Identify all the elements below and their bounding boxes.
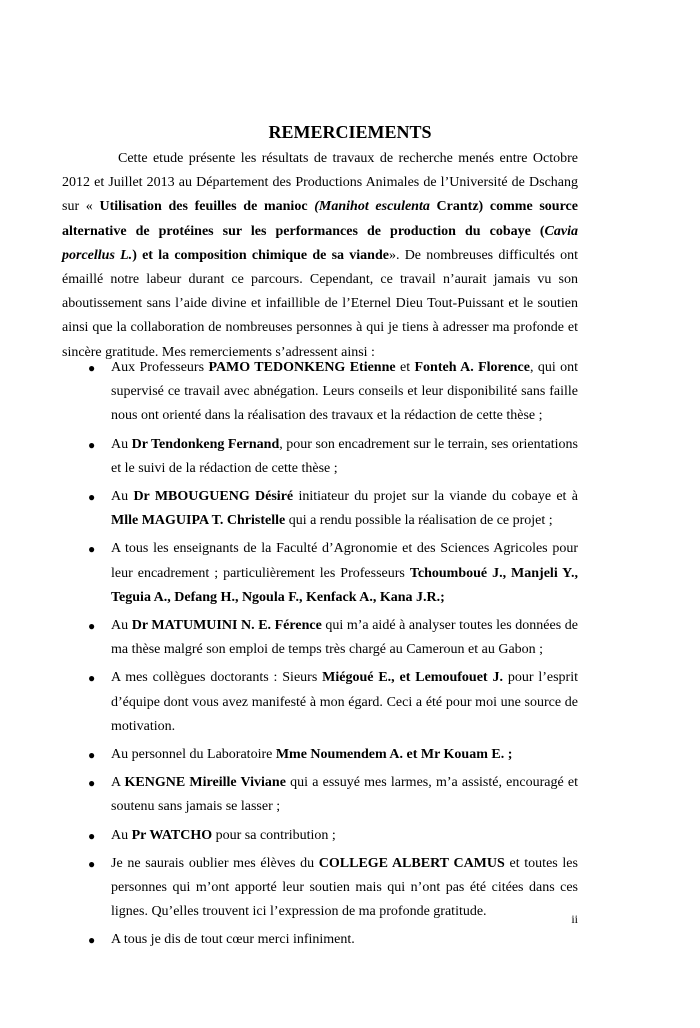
item-text: pour l’esprit d’équipe dont vous avez manifesté à mon égard. Ceci a été pour moi une source de motivation. bbox=[111, 670, 578, 734]
person-name: Mlle MAGUIPA T. Christelle bbox=[111, 513, 286, 529]
item-text: Au bbox=[111, 489, 134, 505]
person-name: Fonteh A. Florence bbox=[414, 360, 530, 375]
bullet-icon: ● bbox=[88, 748, 96, 763]
latin-name: Cavia porcellus L. bbox=[62, 223, 578, 263]
item-text: Au personnel du Laboratoire bbox=[111, 747, 276, 763]
item-text: A mes collègues doctorants : Sieurs bbox=[111, 670, 323, 686]
page-number: ii bbox=[571, 912, 578, 926]
person-name: Dr MBOUGUENG Désiré bbox=[133, 489, 294, 505]
latin-name: (Manihot esculenta bbox=[314, 199, 430, 215]
intro-text: Cette etude présente les résultats de travaux de recherche menés entre Octobre 2012 et Juillet 2013 au Département des Productions Animales de l’Université de Dschang sur « bbox=[62, 151, 578, 215]
item-text: , qui ont supervisé ce travail avec abnégation. Leurs conseils et leur disponibilité sans faille nous ont orienté dans la réalisation des travaux et la rédaction de cette thèse ; bbox=[111, 360, 578, 424]
person-name: Dr Tendonkeng Fernand bbox=[131, 436, 280, 452]
intro-text: ». De nombreuses difficultés ont émaillé notre labeur durant ce parcours. Cependant, ce travail n’aurait jamais vu son aboutissement sans l’aide divine et infaillible de l’Eternel Dieu Tout-Puissant et le soutien ainsi que la collaboration de nombreuses personnes à qui je tiens à adresser ma profonde et sincère gratitude. Mes remerciements s’adressent ainsi : bbox=[62, 247, 578, 360]
item-text: initiateur du projet sur la viande du cobaye et à bbox=[293, 489, 578, 505]
list-item bbox=[62, 824, 578, 848]
item-text: qui a essuyé mes larmes, m’a assisté, encouragé et soutenu sans jamais se lasser ; bbox=[111, 775, 578, 815]
list-item bbox=[62, 356, 578, 429]
bullet-icon: ● bbox=[88, 437, 96, 452]
item-text: Au bbox=[111, 827, 132, 843]
person-name: Mme Noumendem A. et Mr Kouam E. ; bbox=[275, 747, 513, 763]
item-text: et toutes les personnes qui m’ont apporté leur soutien mais qui n’ont pas été citées dans ces lignes. Qu’elles trouvent ici l’expression de ma profonde gratitude. bbox=[111, 855, 578, 920]
bullet-icon: ● bbox=[88, 619, 96, 634]
item-text: Au bbox=[111, 618, 132, 634]
person-name: PAMO TEDONKENG Etienne bbox=[208, 360, 396, 375]
thesis-subject: Crantz) comme source alternative de protéines sur les performances de production du cobaye ( bbox=[62, 199, 578, 239]
person-name: Pr WATCHO bbox=[131, 827, 213, 843]
item-text: A tous je dis de tout cœur merci infiniment. bbox=[111, 932, 355, 948]
list-item bbox=[62, 614, 578, 662]
item-text: A bbox=[111, 775, 125, 791]
page-title: REMERCIEMENTS bbox=[268, 122, 432, 142]
list-item bbox=[62, 666, 578, 739]
intro-paragraph bbox=[62, 147, 578, 365]
list-item bbox=[62, 852, 578, 925]
acknowledgement-list bbox=[62, 356, 578, 957]
bullet-icon: ● bbox=[88, 776, 96, 791]
person-name: Tchoumboué J., Manjeli Y., Teguia A., Defang H., Ngoula F., Kenfack A., Kana J.R.; bbox=[111, 565, 578, 605]
item-text: Aux Professeurs bbox=[111, 360, 209, 375]
list-item bbox=[62, 743, 578, 767]
bullet-icon: ● bbox=[88, 856, 96, 871]
item-text: A tous les enseignants de la Faculté d’Agronomie et des Sciences Agricoles pour leur encadrement ; particulièrement les Professeurs bbox=[111, 541, 578, 581]
thesis-subject: ) et la composition chimique de sa viande bbox=[132, 247, 389, 263]
item-text: Au bbox=[111, 436, 132, 452]
list-item bbox=[62, 771, 578, 819]
list-item bbox=[62, 433, 578, 481]
item-text: , pour son encadrement sur le terrain, ses orientations et le suivi de la rédaction de cette thèse ; bbox=[111, 436, 578, 476]
bullet-icon: ● bbox=[88, 671, 96, 686]
item-text: qui a rendu possible la réalisation de ce projet ; bbox=[285, 513, 553, 529]
bullet-icon: ● bbox=[88, 828, 96, 843]
list-item bbox=[62, 485, 578, 533]
item-text: qui m’a aidé à analyser toutes les données de ma thèse malgré son emploi de temps très chargé au Cameroun et au Gabon ; bbox=[111, 618, 578, 658]
item-text: et bbox=[395, 360, 415, 375]
bullet-icon: ● bbox=[88, 361, 96, 375]
bullet-icon: ● bbox=[88, 542, 96, 557]
person-name: Miégoué E., et Lemoufouet J. bbox=[322, 670, 503, 686]
person-name: Dr MATUMUINI N. E. Férence bbox=[131, 618, 322, 634]
item-text: pour sa contribution ; bbox=[212, 827, 336, 843]
thesis-subject bbox=[314, 199, 430, 214]
school-name: COLLEGE ALBERT CAMUS bbox=[318, 855, 505, 871]
person-name: KENGNE Mireille Viviane bbox=[124, 775, 286, 791]
list-item bbox=[62, 928, 578, 952]
bullet-icon: ● bbox=[88, 933, 96, 948]
bullet-icon: ● bbox=[88, 490, 96, 505]
thesis-subject: Utilisation des feuilles de manioc bbox=[99, 199, 315, 215]
item-text: Je ne saurais oublier mes élèves du bbox=[111, 855, 319, 871]
list-item bbox=[62, 537, 578, 610]
